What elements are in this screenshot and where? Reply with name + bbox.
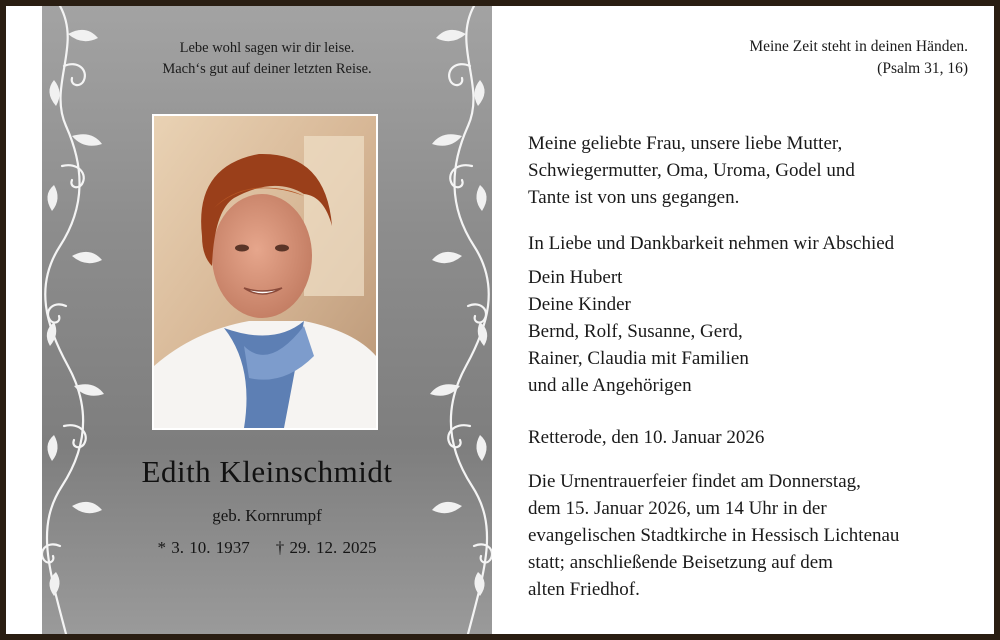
life-dates	[82, 538, 452, 558]
service-line: dem 15. Januar 2026, um 14 Uhr in der	[528, 498, 827, 519]
obituary-card	[6, 6, 994, 634]
announcement-line: Tante ist von uns gegangen.	[528, 187, 740, 208]
announcement-line: Meine geliebte Frau, unsere liebe Mutter,	[528, 133, 843, 154]
announcement-panel	[528, 6, 968, 634]
mourner-line: Bernd, Rolf, Susanne, Gerd,	[528, 321, 743, 342]
psalm-quote	[749, 36, 968, 80]
service-line: alten Friedhof.	[528, 579, 640, 600]
mourner-line: Dein Hubert	[528, 267, 623, 288]
memorial-panel	[42, 6, 492, 634]
portrait-photo	[152, 114, 378, 430]
deceased-name: Edith Kleinschmidt	[141, 454, 393, 489]
mourners-list	[528, 264, 749, 399]
verse-line: Lebe wohl sagen wir dir leise.	[179, 40, 355, 56]
farewell-line: In Liebe und Dankbarkeit nehmen wir Abschied	[528, 233, 895, 254]
psalm-reference: (Psalm 31, 16)	[877, 60, 968, 77]
psalm-line: Meine Zeit steht in deinen Händen.	[749, 38, 968, 55]
mourner-line: und alle Angehörigen	[528, 375, 692, 396]
death-date: † 29. 12. 2025	[275, 538, 377, 557]
birth-date: * 3. 10. 1937	[157, 538, 250, 557]
maiden-name: geb. Kornrumpf	[212, 506, 322, 525]
place-date: Retterode, den 10. Januar 2026	[528, 427, 765, 448]
announcement-text	[528, 130, 855, 211]
announcement-line: Schwiegermutter, Oma, Uroma, Godel und	[528, 160, 855, 181]
service-line: Die Urnentrauerfeier findet am Donnerstag,	[528, 471, 861, 492]
farewell-verse	[102, 38, 432, 80]
service-details	[528, 468, 899, 603]
verse-line: Mach‘s gut auf deiner letzten Reise.	[162, 61, 372, 77]
service-line: statt; anschließende Beisetzung auf dem	[528, 552, 833, 573]
mourner-line: Rainer, Claudia mit Familien	[528, 348, 749, 369]
mourner-line: Deine Kinder	[528, 294, 631, 315]
service-line: evangelischen Stadtkirche in Hessisch Lichtenau	[528, 525, 900, 546]
